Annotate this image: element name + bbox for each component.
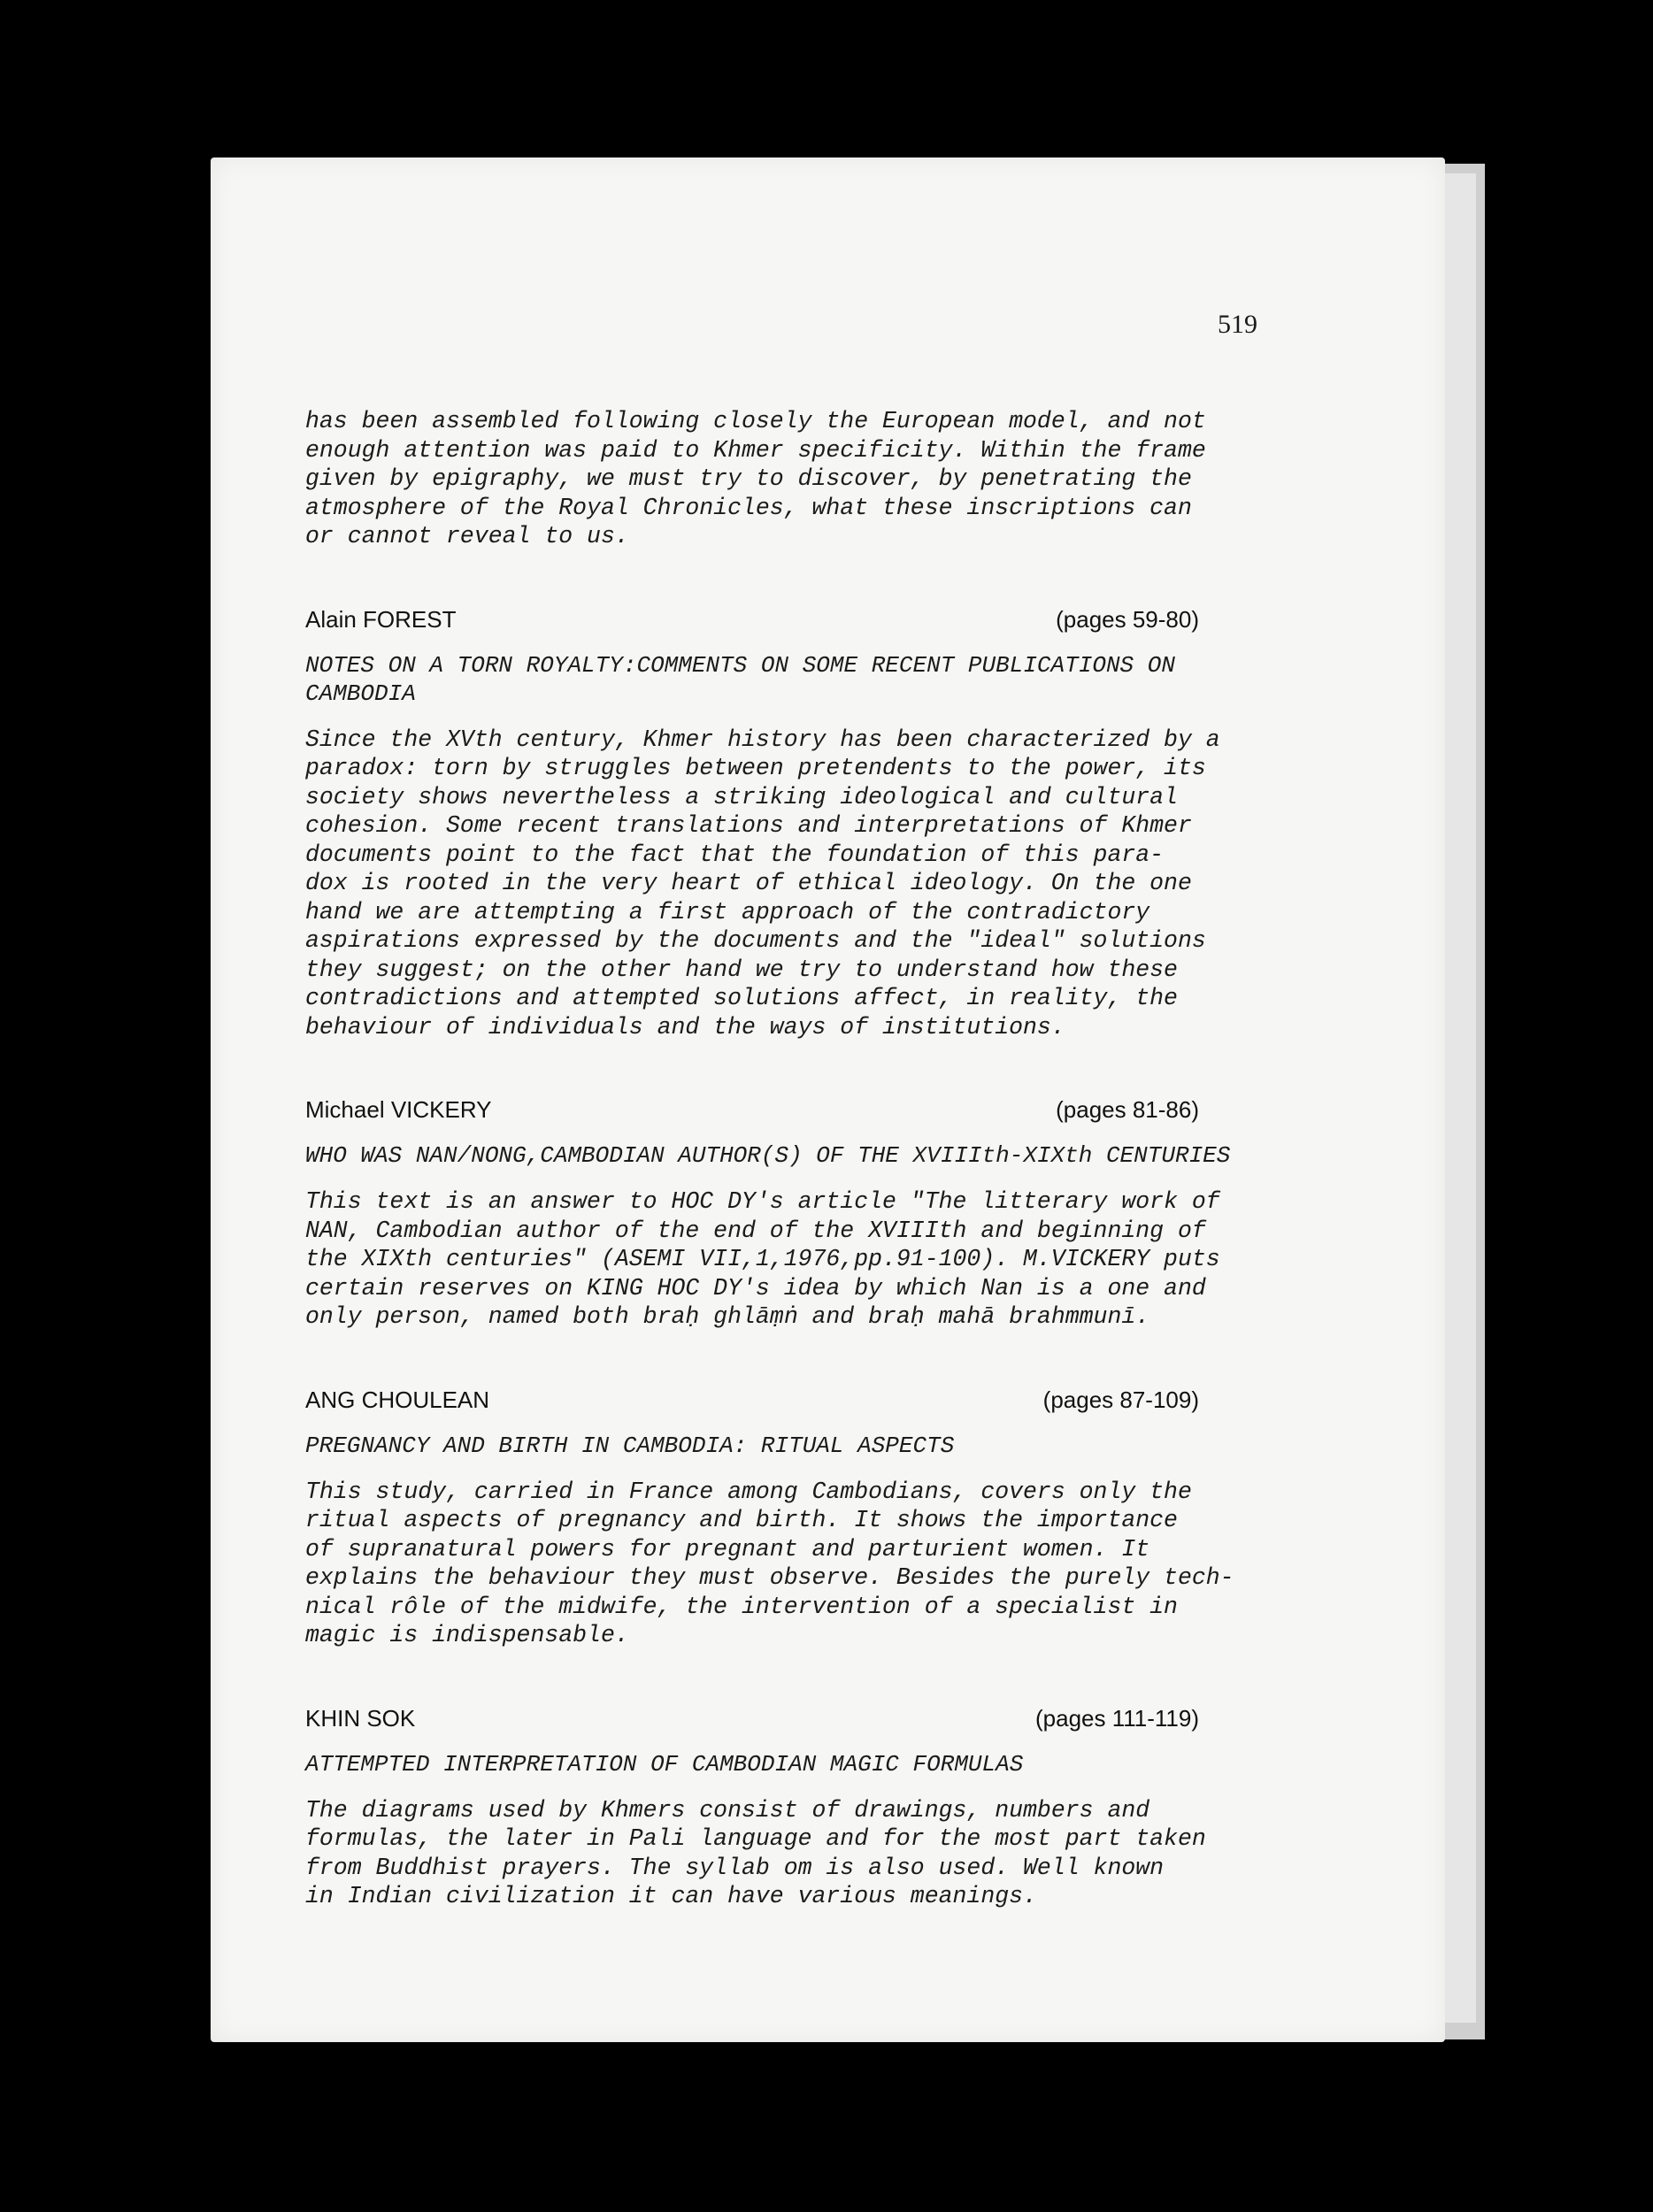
entry-author: Alain FOREST [305,605,457,633]
entry-vickery [305,1096,1270,1332]
entry-pages: (pages 87-109) [1042,1386,1199,1413]
entry-abstract: This text is an answer to HOC DY's article "The litterary work of NAN, Cambodian author of the end of the XVIIIth and beginning of the XIXth centuries" (ASEMI VII,1,1976,pp.91-100). M.VICKERY puts certain reserves on KING HOC DY's idea by which Nan is a one and only person, named both braḥ ghlāṃṅ and braḥ mahā brahmmunī. [305,1188,1220,1330]
entry-title: WHO WAS NAN/NONG,CAMBODIAN AUTHOR(S) OF THE XVIIIth-XIXth CENTURIES [305,1142,1231,1169]
entry-author: ANG CHOULEAN [305,1386,490,1413]
page-content [305,407,1270,1911]
entry-title: NOTES ON A TORN ROYALTY:COMMENTS ON SOME RECENT PUBLICATIONS ON CAMBODIA [305,651,1175,707]
entry-pages: (pages 111-119) [1034,1704,1199,1732]
entry-pages: (pages 81-86) [1056,1096,1199,1123]
intro-paragraph: has been assembled following closely the European model, and not enough attention was paid to Khmer specificity. Within the frame given by epigraphy, we must try to discover, by penetrating the atmosphere of the Royal Chronicles, what these inscriptions can or cannot reveal to us. [305,408,1206,549]
entry-abstract: Since the XVth century, Khmer history has been characterized by a paradox: torn by struggles between pretendents to the power, its society shows nevertheless a striking ideological and cultural cohesion. Some recent translations and interpretations of Khmer documents point to the fact that the foundation of this para- dox is rooted in the very heart of ethical ideology. On the one hand we are attempting a first approach of the contradictory aspirations expressed by the documents and the "ideal" solutions they suggest; on the other hand we try to understand how these contradictions and attempted solutions affect, in reality, the behaviour of individuals and the ways of institutions. [305,726,1220,1041]
entry-pages: (pages 59-80) [1056,605,1199,633]
entry-khin-sok [305,1705,1270,1911]
entry-forest [305,606,1270,1042]
entry-abstract: This study, carried in France among Cambodians, covers only the ritual aspects of pregnancy and birth. It shows the importance of supranatural powers for pregnant and parturient women. It explains the behaviour they must observe. Besides the purely tech- nical rôle of the midwife, the intervention of a specialist in magic is indispensable. [305,1478,1234,1648]
entry-abstract: The diagrams used by Khmers consist of drawings, numbers and formulas, the later in Pali language and for the most part taken from Buddhist prayers. The syllab om is also used. Well known in Indian civilization it can have various meanings. [305,1796,1206,1909]
entry-author: KHIN SOK [305,1704,416,1732]
page-number: 519 [1218,310,1257,339]
entry-title: PREGNANCY AND BIRTH IN CAMBODIA: RITUAL ASPECTS [305,1432,955,1459]
entry-header [305,1705,1199,1732]
entry-header [305,1096,1199,1124]
entry-title: ATTEMPTED INTERPRETATION OF CAMBODIAN MAGIC FORMULAS [305,1750,1024,1778]
entry-author: Michael VICKERY [305,1096,492,1123]
entry-header [305,1386,1199,1414]
entry-header [305,606,1199,634]
entry-ang-choulean [305,1386,1270,1650]
